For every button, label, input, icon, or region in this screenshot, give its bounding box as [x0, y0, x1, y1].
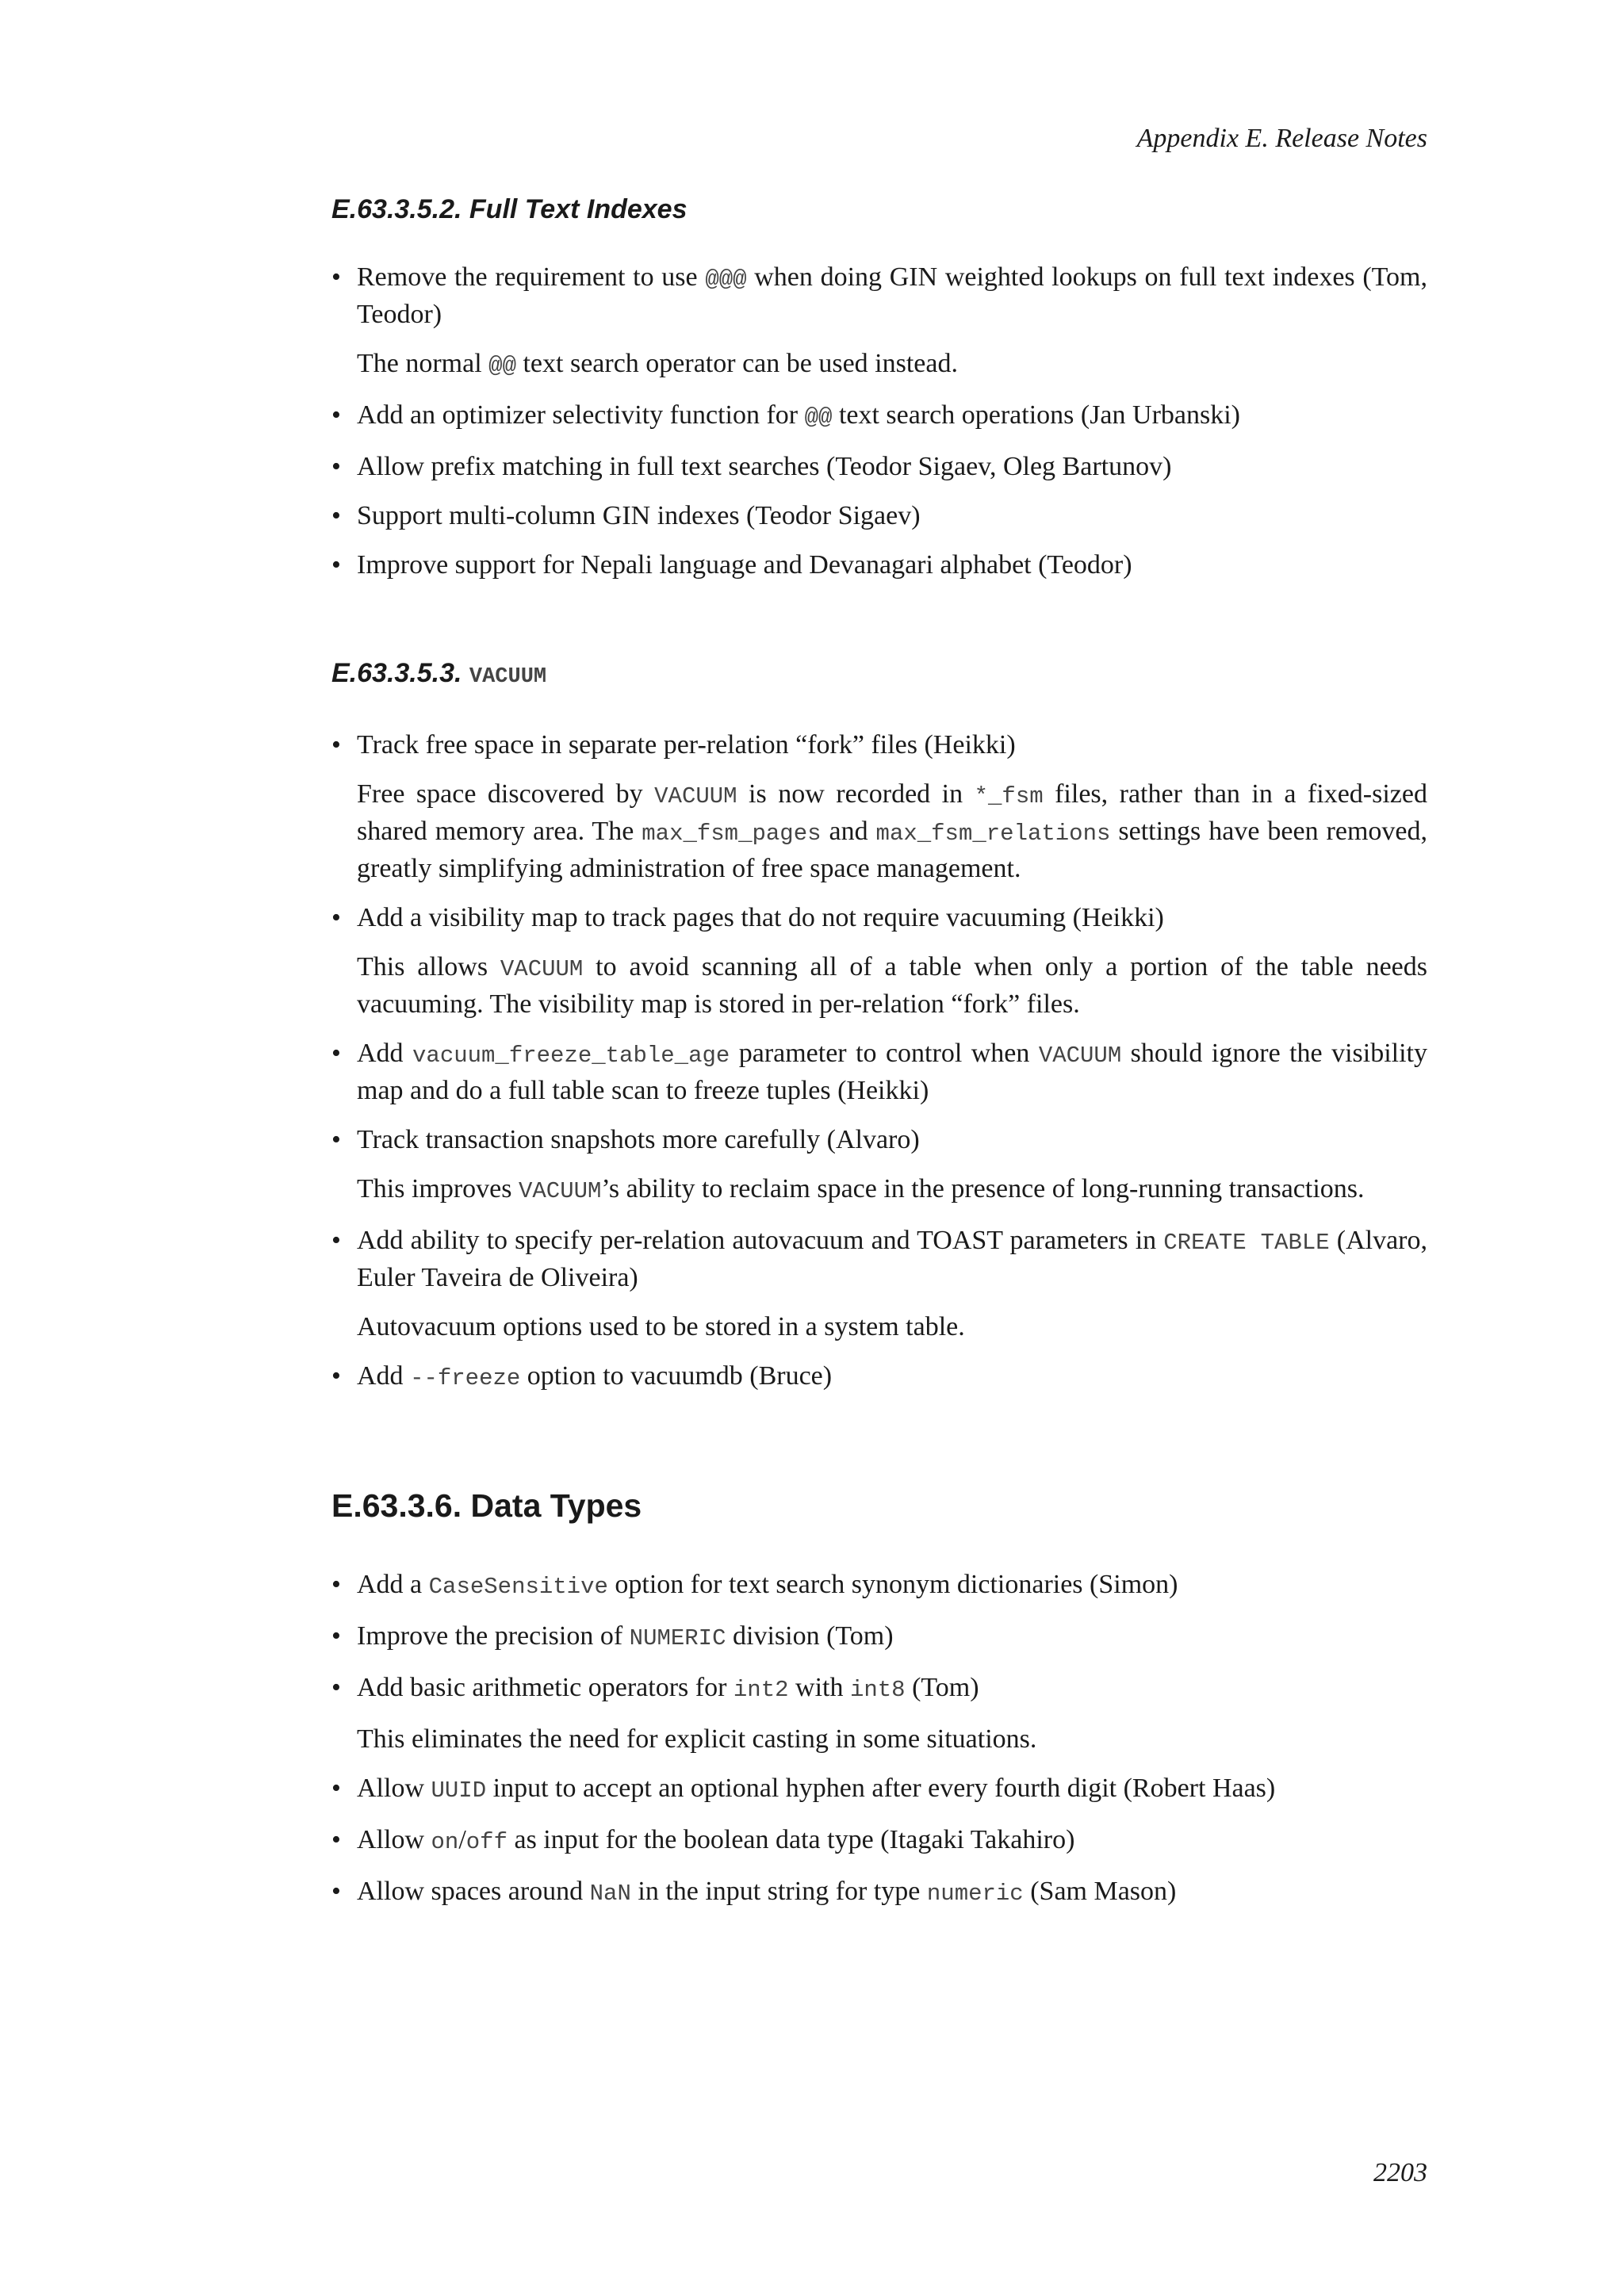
- item-text: Add ability to specify per-relation autovacuum and TOAST parameters in CREATE TABLE (Alvaro, Euler Taveira de Oliveira): [357, 1226, 1427, 1292]
- code-literal: --freeze: [410, 1365, 521, 1391]
- item-text: Add --freeze option to vacuumdb (Bruce): [357, 1361, 833, 1391]
- code-literal: @@: [804, 404, 833, 430]
- list-item: [331, 1670, 1427, 1757]
- list-item: [331, 1567, 1427, 1605]
- bullet-icon: •: [331, 452, 341, 481]
- code-literal: CaseSensitive: [428, 1574, 608, 1600]
- item-text: Add a CaseSensitive option for text search synonym dictionaries (Simon): [357, 1570, 1178, 1600]
- item-text: Support multi-column GIN indexes (Teodor Sigaev): [357, 501, 921, 530]
- item-note: Free space discovered by VACUUM is now recorded in *_fsm files, rather than in a fixed-sized shared memory area. The max_fsm_pages and max_fsm_relations settings have been removed, greatly simplifying administration of free space management.: [357, 779, 1427, 883]
- code-literal: VACUUM: [654, 783, 737, 809]
- item-text: Improve the precision of NUMERIC division (Tom): [357, 1621, 894, 1651]
- bullet-icon: •: [331, 1825, 341, 1854]
- code-literal: VACUUM: [500, 956, 584, 982]
- code-literal: on: [431, 1829, 459, 1855]
- list-item: [331, 1874, 1427, 1911]
- bullet-icon: •: [331, 1774, 341, 1803]
- item-note: The normal @@ text search operator can be used instead.: [357, 349, 958, 379]
- code-literal: int2: [733, 1677, 789, 1703]
- code-literal: CREATE TABLE: [1163, 1230, 1330, 1256]
- item-text: Track free space in separate per-relation “fork” files (Heikki): [357, 730, 1016, 760]
- bullet-icon: •: [331, 1039, 341, 1068]
- item-text: Allow on/off as input for the boolean data type (Itagaki Takahiro): [357, 1825, 1075, 1855]
- item-text: Add a visibility map to track pages that do not require vacuuming (Heikki): [357, 903, 1164, 932]
- list-item: [331, 1036, 1427, 1108]
- list-item: [331, 901, 1427, 1022]
- item-note: Autovacuum options used to be stored in a system table.: [357, 1312, 965, 1341]
- bullet-icon: •: [331, 550, 341, 580]
- bullet-icon: •: [331, 262, 341, 292]
- item-text: Track transaction snapshots more carefully (Alvaro): [357, 1125, 920, 1154]
- bullet-icon: •: [331, 1673, 341, 1702]
- list-item: [331, 1619, 1427, 1656]
- code-literal: VACUUM: [469, 665, 547, 689]
- bullet-icon: •: [331, 1877, 341, 1906]
- running-header: Appendix E. Release Notes: [1136, 124, 1427, 153]
- code-literal: max_fsm_relations: [875, 821, 1111, 847]
- bullet-icon: •: [331, 400, 341, 430]
- full-text-list: [331, 260, 1427, 583]
- list-item: [331, 1359, 1427, 1396]
- bullet-icon: •: [331, 1361, 341, 1391]
- code-literal: vacuum_freeze_table_age: [412, 1043, 730, 1069]
- item-text: Allow spaces around NaN in the input string for type numeric (Sam Mason): [357, 1877, 1177, 1907]
- list-item: [331, 1123, 1427, 1209]
- code-literal: off: [465, 1829, 508, 1855]
- bullet-icon: •: [331, 1226, 341, 1255]
- item-note: This allows VACUUM to avoid scanning all of a table when only a portion of the table needs vacuuming. The visibility map is stored in per-relation “fork” files.: [357, 952, 1427, 1019]
- data-types-list: [331, 1567, 1427, 1911]
- list-item: [331, 548, 1427, 583]
- code-literal: UUID: [431, 1777, 487, 1804]
- list-item: [331, 398, 1427, 435]
- item-text: Add vacuum_freeze_table_age parameter to control when VACUUM should ignore the visibility map and do a full table scan to freeze tuples (Heikki): [357, 1039, 1428, 1105]
- bullet-icon: •: [331, 903, 341, 932]
- section-heading-data-types: E.63.3.6. Data Types: [331, 1487, 642, 1524]
- code-literal: VACUUM: [1038, 1043, 1122, 1069]
- list-item: [331, 1771, 1427, 1808]
- bullet-icon: •: [331, 730, 341, 760]
- item-note: This eliminates the need for explicit casting in some situations.: [357, 1724, 1037, 1754]
- item-text: Allow prefix matching in full text searches (Teodor Sigaev, Oleg Bartunov): [357, 452, 1172, 481]
- code-literal: @@@: [705, 266, 747, 293]
- section-heading-vacuum: E.63.3.5.3. VACUUM: [331, 658, 547, 689]
- item-text: Add basic arithmetic operators for int2 with int8 (Tom): [357, 1673, 979, 1703]
- list-item: [331, 450, 1427, 484]
- section-heading-full-text-indexes: E.63.3.5.2. Full Text Indexes: [331, 194, 688, 224]
- bullet-icon: •: [331, 1621, 341, 1651]
- code-literal: NUMERIC: [629, 1625, 726, 1651]
- list-item: [331, 260, 1427, 384]
- list-item: [331, 499, 1427, 534]
- code-literal: @@: [488, 353, 516, 379]
- vacuum-list: [331, 728, 1427, 1396]
- list-item: [331, 1223, 1427, 1345]
- item-note: This improves VACUUM’s ability to reclaim space in the presence of long-running transactions.: [357, 1174, 1365, 1204]
- page-content: [331, 187, 1427, 1911]
- bullet-icon: •: [331, 501, 341, 530]
- list-item: [331, 728, 1427, 886]
- item-text: Remove the requirement to use @@@ when doing GIN weighted lookups on full text indexes (Tom, Teodor): [357, 262, 1428, 329]
- list-item: [331, 1823, 1427, 1860]
- item-text: Improve support for Nepali language and Devanagari alphabet (Teodor): [357, 550, 1132, 580]
- bullet-icon: •: [331, 1125, 341, 1154]
- code-literal: NaN: [589, 1881, 631, 1907]
- code-literal: int8: [849, 1677, 906, 1703]
- item-text: Add an optimizer selectivity function for @@ text search operations (Jan Urbanski): [357, 400, 1240, 430]
- code-literal: VACUUM: [518, 1178, 602, 1204]
- code-literal: numeric: [926, 1881, 1024, 1907]
- bullet-icon: •: [331, 1570, 341, 1599]
- page-number: 2203: [1373, 2158, 1427, 2187]
- code-literal: max_fsm_pages: [642, 821, 822, 847]
- item-text: Allow UUID input to accept an optional hyphen after every fourth digit (Robert Haas): [357, 1774, 1276, 1804]
- code-literal: *_fsm: [974, 783, 1044, 809]
